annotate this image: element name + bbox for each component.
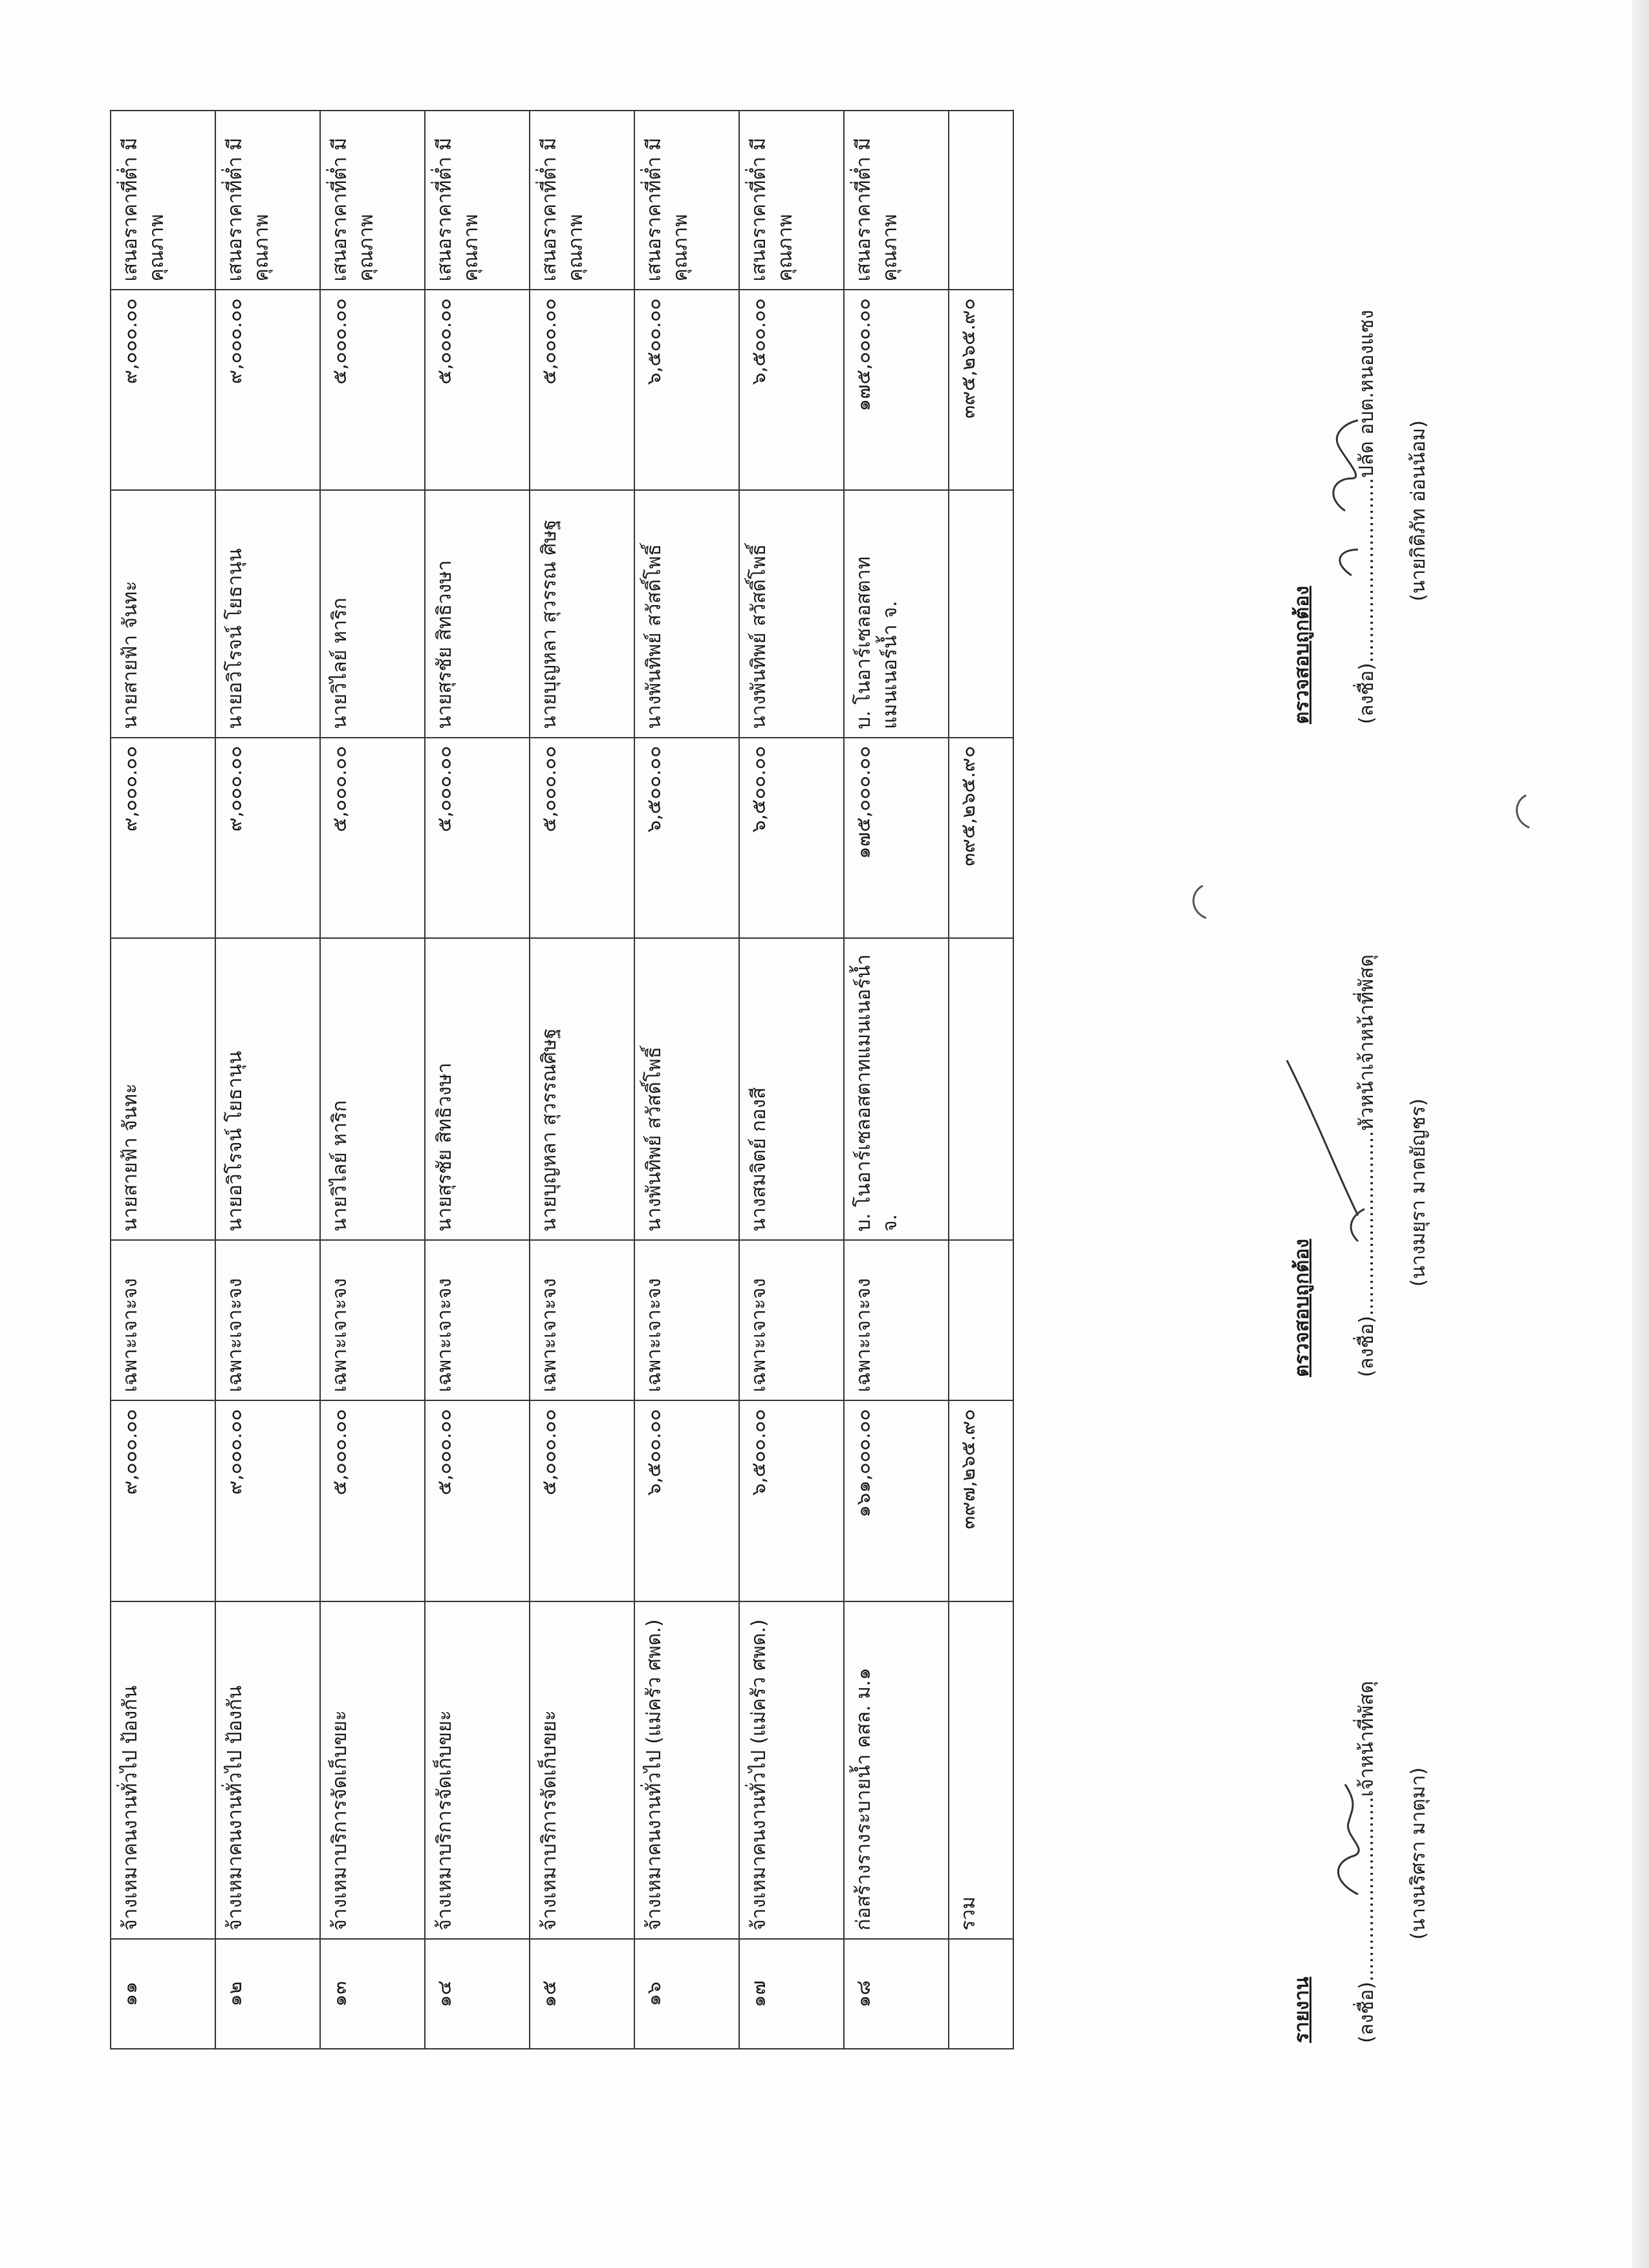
cell-method: เฉพาะเจาะจง	[739, 1240, 844, 1400]
cell-number: ๑๒	[215, 1939, 320, 2049]
cell-win-amount: ๕,๐๐๐.๐๐	[320, 290, 425, 490]
cell-total-method	[949, 1240, 1013, 1400]
table-row	[320, 111, 425, 2049]
cell-win-amount: ๖,๕๐๐.๐๐	[739, 290, 844, 490]
cell-bidder: นางพันทิพย์ สวัสดิ์โพธิ์	[634, 938, 739, 1240]
check2-label: ตรวจสอบถูกต้อง	[1291, 586, 1313, 724]
table-row	[530, 111, 634, 2049]
cell-method: เฉพาะเจาะจง	[530, 1240, 634, 1400]
scan-edge-shadow	[1632, 0, 1649, 2268]
signature-line-1: (ลงชื่อ)..............................เจ้าหน้าที่พัสดุ	[1355, 1680, 1378, 2043]
cell-win-amount: ๑๗๕,๐๐๐.๐๐	[844, 290, 949, 490]
cell-winner: นางพันทิพย์ สวัสดิ์โพธิ์	[634, 491, 739, 738]
cell-bidder: นายสุรชัย สิทธิวงษา	[425, 938, 530, 1240]
cell-winner: นางพันทิพย์ สวัสดิ์โพธิ์	[739, 491, 844, 738]
cell-bidder: นายอวิโรจน์ โยธานุน	[215, 938, 320, 1240]
cell-budget: ๕,๐๐๐.๐๐	[530, 1400, 634, 1601]
cell-total-reason	[949, 111, 1013, 290]
table-row	[844, 111, 949, 2049]
cell-number: ๑๖	[634, 1939, 739, 2049]
cell-number: ๑๔	[425, 1939, 530, 2049]
cell-win-amount: ๕,๐๐๐.๐๐	[425, 290, 530, 490]
cell-number: ๑๘	[844, 1939, 949, 2049]
cell-number: ๑๓	[320, 1939, 425, 2049]
cell-method: เฉพาะเจาะจง	[634, 1240, 739, 1400]
table-row	[425, 111, 530, 2049]
cell-item: จ้างเหมาคนงานทั่วไป (แม่ครัว ศพด.)	[634, 1601, 739, 1940]
cell-reason: เสนอราคาที่ต่ำ มีคุณภาพ	[111, 111, 215, 290]
cell-budget: ๕,๐๐๐.๐๐	[320, 1400, 425, 1601]
table-row	[634, 111, 739, 2049]
cell-item: จ้างเหมาบริการจัดเก็บขยะ	[320, 1601, 425, 1940]
cell-bid-amount: ๕,๐๐๐.๐๐	[530, 738, 634, 938]
cell-method: เฉพาะเจาะจง	[111, 1240, 215, 1400]
cell-bidder: นางสมจิตย์ กองสี	[739, 938, 844, 1240]
handwritten-signature-1	[1319, 1771, 1377, 1901]
cell-total-bidder	[949, 938, 1013, 1240]
cell-winner: นายอวิโรจน์ โยธานุน	[215, 491, 320, 738]
cell-win-amount: ๕,๐๐๐.๐๐	[530, 290, 634, 490]
cell-total-budget: ๓๙๗,๒๖๕.๙๐	[949, 1400, 1013, 1601]
signature-line-2: (ลงชื่อ)..............................หัวหน้าเจ้าหน้าที่พัสดุ	[1355, 954, 1378, 1377]
cell-number: ๑๑	[111, 1939, 215, 2049]
cell-number: ๑๗	[739, 1939, 844, 2049]
rotated-document	[103, 110, 1468, 2101]
cell-budget: ๑๖๑,๐๐๐.๐๐	[844, 1400, 949, 1601]
table-row	[739, 111, 844, 2049]
cell-total-winner	[949, 491, 1013, 738]
cell-bid-amount: ๙,๐๐๐.๐๐	[111, 738, 215, 938]
cell-reason: เสนอราคาที่ต่ำ มีคุณภาพ	[320, 111, 425, 290]
cell-item: ก่อสร้างรางระบายน้ำ คสล. ม.๑	[844, 1601, 949, 1940]
signature-name-1: (นางนริศรา มาตุมา)	[1407, 1767, 1430, 1940]
cell-winner: บ. โนอาร์เซลอสตาท แมนเนอร์น้ำ จ.	[844, 491, 949, 738]
cell-bid-amount: ๖,๕๐๐.๐๐	[739, 738, 844, 938]
scan-mark-2	[1500, 789, 1539, 834]
signature-line-3: (ลงชื่อ)..............................ปลัด อบต.หนองแซง	[1355, 310, 1378, 724]
cell-reason: เสนอราคาที่ต่ำ มีคุณภาพ	[739, 111, 844, 290]
cell-item: จ้างเหมาบริการจัดเก็บขยะ	[530, 1601, 634, 1940]
cell-winner: นายสายฟ้า จันทะ	[111, 491, 215, 738]
cell-bid-amount: ๕,๐๐๐.๐๐	[425, 738, 530, 938]
cell-item: จ้างเหมาคนงานทั่วไป ป้องกัน	[215, 1601, 320, 1940]
table-row	[215, 111, 320, 2049]
cell-bidder: นายวิไลย์ หาริก	[320, 938, 425, 1240]
cell-win-amount: ๖,๕๐๐.๐๐	[634, 290, 739, 490]
cell-reason: เสนอราคาที่ต่ำ มีคุณภาพ	[530, 111, 634, 290]
scan-mark-1	[1177, 879, 1216, 925]
cell-item: จ้างเหมาคนงานทั่วไป (แม่ครัว ศพด.)	[739, 1601, 844, 1940]
cell-method: เฉพาะเจาะจง	[320, 1240, 425, 1400]
cell-budget: ๕,๐๐๐.๐๐	[425, 1400, 530, 1601]
cell-reason: เสนอราคาที่ต่ำ มีคุณภาพ	[215, 111, 320, 290]
cell-win-amount: ๙,๐๐๐.๐๐	[215, 290, 320, 490]
check1-label: ตรวจสอบถูกต้อง	[1291, 1239, 1313, 1377]
cell-method: เฉพาะเจาะจง	[844, 1240, 949, 1400]
cell-bidder: นายบุญหลา สุวรรณศิษฐ	[530, 938, 634, 1240]
cell-bidder: นายสายฟ้า จันทะ	[111, 938, 215, 1240]
cell-total-label: รวม	[949, 1601, 1013, 1940]
signature-name-3: (นายกิติภัท อ่อนน้อม)	[1407, 420, 1430, 601]
signature-name-2: (นางมยุรา มาตยัญชร)	[1407, 1098, 1430, 1287]
table-total-row	[949, 111, 1013, 2049]
cell-bidder: บ. โนอาร์เซลอสตาทแมนเนอร์น้ำ จ.	[844, 938, 949, 1240]
cell-number: ๑๕	[530, 1939, 634, 2049]
cell-total-bid-amount: ๓๙๕,๒๖๕.๙๐	[949, 738, 1013, 938]
cell-budget: ๖,๕๐๐.๐๐	[739, 1400, 844, 1601]
cell-reason: เสนอราคาที่ต่ำ มีคุณภาพ	[425, 111, 530, 290]
table-row	[111, 111, 215, 2049]
cell-budget: ๙,๐๐๐.๐๐	[111, 1400, 215, 1601]
cell-budget: ๖,๕๐๐.๐๐	[634, 1400, 739, 1601]
cell-winner: นายวิไลย์ หาริก	[320, 491, 425, 738]
signature-area	[1267, 175, 1461, 2049]
procurement-table	[110, 110, 1014, 2049]
cell-winner: นายสุรชัย สิทธิวงษา	[425, 491, 530, 738]
cell-winner: นายบุญหลา สุวรรณ ศิษฐ	[530, 491, 634, 738]
cell-win-amount: ๙,๐๐๐.๐๐	[111, 290, 215, 490]
cell-reason: เสนอราคาที่ต่ำ มีคุณภาพ	[634, 111, 739, 290]
cell-method: เฉพาะเจาะจง	[425, 1240, 530, 1400]
cell-item: จ้างเหมาบริการจัดเก็บขยะ	[425, 1601, 530, 1940]
report-label: รายงาน	[1291, 1976, 1313, 2043]
cell-bid-amount: ๕,๐๐๐.๐๐	[320, 738, 425, 938]
handwritten-signature-2	[1280, 1047, 1377, 1254]
cell-bid-amount: ๖,๕๐๐.๐๐	[634, 738, 739, 938]
cell-method: เฉพาะเจาะจง	[215, 1240, 320, 1400]
cell-total-number	[949, 1939, 1013, 2049]
handwritten-signature-3	[1306, 407, 1377, 588]
cell-bid-amount: ๙,๐๐๐.๐๐	[215, 738, 320, 938]
cell-bid-amount: ๑๗๕,๐๐๐.๐๐	[844, 738, 949, 938]
cell-reason: เสนอราคาที่ต่ำ มีคุณภาพ	[844, 111, 949, 290]
cell-budget: ๙,๐๐๐.๐๐	[215, 1400, 320, 1601]
cell-item: จ้างเหมาคนงานทั่วไป ป้องกัน	[111, 1601, 215, 1940]
cell-total-win-amount: ๓๙๕,๒๖๕.๙๐	[949, 290, 1013, 490]
